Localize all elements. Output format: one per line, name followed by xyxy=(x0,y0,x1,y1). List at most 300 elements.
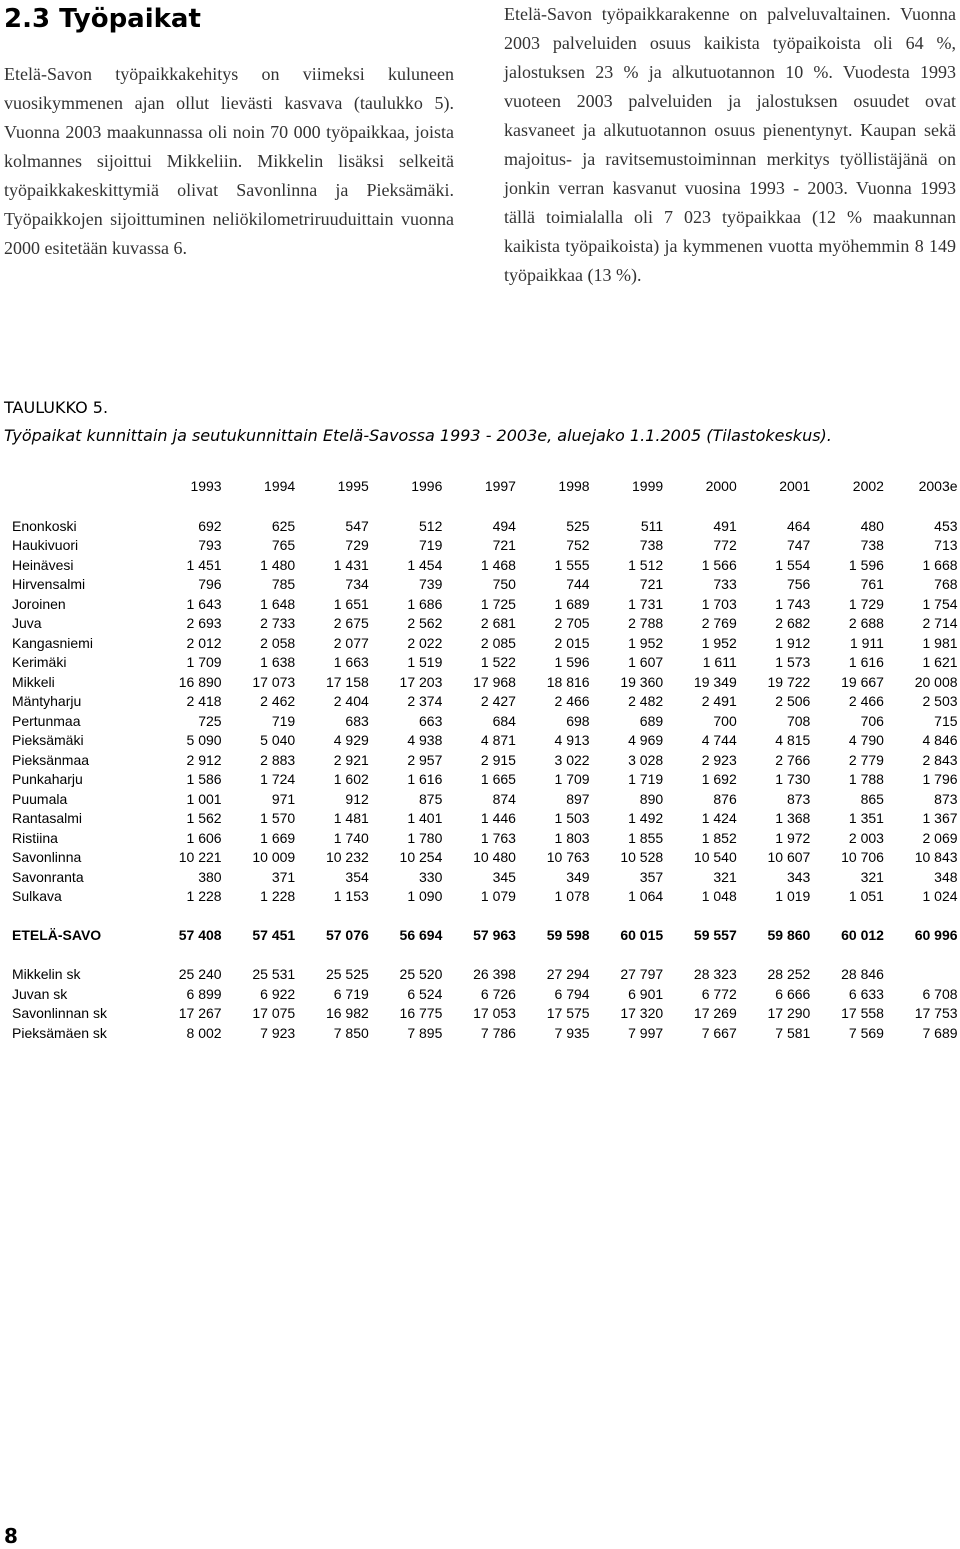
table-caption-label: TAULUKKO 5. xyxy=(4,398,109,417)
table-cell: 26 398 xyxy=(473,966,516,983)
municipality-row xyxy=(12,614,958,634)
table-cell: 7 569 xyxy=(848,1024,884,1041)
table-cell: 4 871 xyxy=(480,732,516,749)
table-cell: 744 xyxy=(566,576,590,593)
subregion-row xyxy=(12,1004,958,1024)
table-cell: 1 562 xyxy=(186,810,222,827)
table-cell: 17 575 xyxy=(546,1005,590,1022)
table-cell: 713 xyxy=(934,537,958,554)
table-header-year: 2002 xyxy=(852,478,884,494)
table-cell: 4 929 xyxy=(333,732,369,749)
table-cell: 20 008 xyxy=(914,673,958,690)
municipality-row xyxy=(12,867,958,887)
left-paragraph: Etelä-Savon työpaikkakehitys on viimeksi kuluneen vuosikymmenen ajan ollut lievästi kasvava (taulukko 5). Vuonna 2003 maakunnassa oli noin 70 000 työpaikkaa, joista kolmannes sijoittui Mikkeliin. Mikkelin lisäksi selkeitä työpaikkakeskittymiä olivat Savonlinna ja Pieksämäki. Työpaikkojen sijoittuminen neliökilometriruuduittain vuonna 2000 esitetään kuvassa 6. xyxy=(4,64,454,258)
municipality-row xyxy=(12,789,958,809)
table-header-year: 1995 xyxy=(337,478,369,494)
table-cell: 6 726 xyxy=(480,985,516,1002)
table-cell: 721 xyxy=(639,576,664,593)
table-cell: 897 xyxy=(566,790,590,807)
table-cell: 1 468 xyxy=(480,556,516,573)
row-spacer xyxy=(12,945,958,965)
table-cell: 6 899 xyxy=(186,985,222,1002)
table-cell: 25 240 xyxy=(178,966,222,983)
table-cell: 17 290 xyxy=(767,1005,811,1022)
table-cell: 1 981 xyxy=(922,634,958,651)
row-label: Mäntyharju xyxy=(12,693,82,710)
municipality-row xyxy=(12,633,958,653)
table-cell: 17 203 xyxy=(399,673,443,690)
table-cell: 772 xyxy=(713,537,737,554)
table-cell: 1 492 xyxy=(628,810,664,827)
table-cell: 2 705 xyxy=(554,615,590,632)
table-cell: 1 616 xyxy=(848,654,884,671)
table-cell: 57 076 xyxy=(325,927,369,944)
table-cell: 4 790 xyxy=(848,732,884,749)
table-cell: 10 009 xyxy=(252,849,296,866)
table-cell: 6 901 xyxy=(628,985,664,1002)
table-cell: 1 852 xyxy=(701,829,737,846)
table-cell: 19 360 xyxy=(620,673,664,690)
table-cell: 512 xyxy=(419,517,443,534)
row-label: Punkaharju xyxy=(12,771,83,788)
table-header-year: 2001 xyxy=(779,478,811,494)
spacer-cell xyxy=(12,906,958,926)
table-cell: 4 846 xyxy=(922,732,958,749)
table-header-year: 1997 xyxy=(484,478,516,494)
table-cell: 60 015 xyxy=(620,927,664,944)
table-cell: 4 815 xyxy=(775,732,811,749)
table-cell: 2 506 xyxy=(775,693,811,710)
table-cell: 1 803 xyxy=(554,829,590,846)
table-cell: 1 648 xyxy=(260,595,296,612)
table-cell: 1 692 xyxy=(701,771,737,788)
table-cell: 357 xyxy=(639,868,664,885)
table-cell: 18 816 xyxy=(546,673,590,690)
table-cell: 1 446 xyxy=(480,810,516,827)
table-cell: 57 963 xyxy=(473,927,516,944)
table-header-year: 1994 xyxy=(264,478,296,494)
table-cell: 7 997 xyxy=(628,1024,664,1041)
table-cell: 708 xyxy=(786,712,811,729)
table-cell: 1 972 xyxy=(775,829,811,846)
table-header-year: 1998 xyxy=(558,478,590,494)
subregion-row xyxy=(12,984,958,1004)
table-cell: 2 012 xyxy=(186,634,222,651)
table-cell: 719 xyxy=(271,712,296,729)
row-label: Mikkeli xyxy=(12,673,55,690)
table-cell: 2 058 xyxy=(260,634,296,651)
table-header-year: 1996 xyxy=(411,478,443,494)
table-cell: 1 019 xyxy=(775,888,811,905)
table-cell: 10 843 xyxy=(914,849,958,866)
table-cell: 1 512 xyxy=(628,556,664,573)
table-cell: 1 367 xyxy=(922,810,958,827)
right-paragraph: Etelä-Savon työpaikkarakenne on palveluvaltainen. Vuonna 2003 palveluiden osuus kaikista työpaikoista oli 64 %, jalostuksen 23 % ja alkutuotannon 10 %. Vuodesta 1993 vuoteen 2003 palveluiden ja jalostuksen osuudet ovat kasvaneet ja alkutuotannon osuus pienentynyt. Kaupan sekä majoitus- ja ravitsemustoiminnan merkitys työllistäjänä on jonkin verran kasvanut vuosina 1993 - 2003. Vuonna 1993 tällä toimialalla oli 7 023 työpaikkaa (12 % maakunnan kaikista työpaikoista) ja kymmenen vuotta myöhemmin 8 149 työpaikkaa (13 %). xyxy=(504,4,956,285)
page-number: 8 xyxy=(4,1524,18,1548)
table-header-year: 2003e xyxy=(918,478,958,494)
table-cell: 1 368 xyxy=(775,810,811,827)
table-cell: 1 024 xyxy=(922,888,958,905)
table-cell: 2 681 xyxy=(480,615,516,632)
table-cell: 1 669 xyxy=(260,829,296,846)
table-cell: 1 519 xyxy=(407,654,443,671)
row-label: Puumala xyxy=(12,790,68,807)
table-cell: 28 323 xyxy=(693,966,737,983)
row-label: Kangasniemi xyxy=(12,634,93,651)
table-cell: 1 078 xyxy=(554,888,590,905)
table-cell: 10 254 xyxy=(399,849,443,866)
subregion-row xyxy=(12,1023,958,1043)
table-cell: 511 xyxy=(640,517,664,534)
table-cell: 1 555 xyxy=(554,556,590,573)
table-cell: 59 860 xyxy=(767,927,811,944)
row-label: Pieksänmaa xyxy=(12,751,90,768)
table-cell: 3 028 xyxy=(628,751,664,768)
row-label: Pertunmaa xyxy=(12,712,81,729)
table-cell: 765 xyxy=(271,537,296,554)
table-cell: 1 566 xyxy=(701,556,737,573)
table-cell: 10 480 xyxy=(473,849,516,866)
table-cell: 7 581 xyxy=(775,1024,811,1041)
table-cell: 1 724 xyxy=(260,771,296,788)
table-cell: 6 633 xyxy=(848,985,884,1002)
table-cell: 2 675 xyxy=(333,615,369,632)
table-cell: 491 xyxy=(713,517,737,534)
table-cell: 1 709 xyxy=(186,654,222,671)
table-cell: 1 431 xyxy=(333,556,369,573)
spacer-cell xyxy=(12,945,958,965)
row-label: Pieksämäki xyxy=(12,732,84,749)
table-cell: 1 651 xyxy=(333,595,369,612)
table-cell: 761 xyxy=(860,576,884,593)
table-cell: 1 351 xyxy=(848,810,884,827)
table-cell: 2 733 xyxy=(260,615,296,632)
table-cell: 7 895 xyxy=(407,1024,443,1041)
table-cell: 321 xyxy=(860,868,884,885)
table-cell: 5 040 xyxy=(260,732,296,749)
table-cell: 1 788 xyxy=(848,771,884,788)
table-cell: 2 912 xyxy=(186,751,222,768)
table-cell: 1 454 xyxy=(407,556,443,573)
table-cell: 6 524 xyxy=(407,985,443,1002)
table-cell: 2 883 xyxy=(260,751,296,768)
table-cell: 768 xyxy=(934,576,958,593)
row-label: Sulkava xyxy=(12,888,62,905)
table-cell: 689 xyxy=(639,712,664,729)
table-cell: 663 xyxy=(419,712,443,729)
table-cell: 343 xyxy=(786,868,811,885)
table-cell: 17 753 xyxy=(914,1005,958,1022)
table-cell: 1 725 xyxy=(480,595,516,612)
table-cell: 1 729 xyxy=(848,595,884,612)
table-cell: 1 689 xyxy=(554,595,590,612)
table-cell: 17 968 xyxy=(473,673,516,690)
table-cell: 2 374 xyxy=(407,693,443,710)
table-cell: 28 846 xyxy=(841,966,884,983)
table-cell: 2 682 xyxy=(775,615,811,632)
table-cell: 4 913 xyxy=(554,732,590,749)
table-cell: 2 085 xyxy=(480,634,516,651)
table-cell: 1 643 xyxy=(186,595,222,612)
table-cell: 7 935 xyxy=(554,1024,590,1041)
table-cell: 1 090 xyxy=(407,888,443,905)
table-cell: 1 911 xyxy=(849,634,884,651)
table-cell: 721 xyxy=(492,537,516,554)
table-cell: 729 xyxy=(345,537,369,554)
table-cell: 1 855 xyxy=(628,829,664,846)
table-cell: 2 788 xyxy=(628,615,664,632)
table-cell: 1 522 xyxy=(480,654,516,671)
table-cell: 1 607 xyxy=(628,654,664,671)
table-cell: 17 073 xyxy=(252,673,296,690)
table-cell: 2 015 xyxy=(554,634,590,651)
table-cell: 27 294 xyxy=(546,966,590,983)
municipality-row xyxy=(12,672,958,692)
table-cell: 1 586 xyxy=(186,771,222,788)
table-cell: 2 779 xyxy=(848,751,884,768)
table-cell: 10 607 xyxy=(767,849,811,866)
table-cell: 348 xyxy=(934,868,958,885)
row-label: Ristiina xyxy=(12,829,58,846)
table-cell: 60 012 xyxy=(841,927,884,944)
table-cell: 2 921 xyxy=(333,751,369,768)
table-cell: 2 003 xyxy=(848,829,884,846)
table-cell: 2 766 xyxy=(775,751,811,768)
table-cell: 700 xyxy=(713,712,737,729)
table-cell: 1 228 xyxy=(186,888,222,905)
row-label: Joroinen xyxy=(12,595,66,612)
table-cell: 1 573 xyxy=(775,654,811,671)
table-cell: 2 418 xyxy=(186,693,222,710)
table-cell: 752 xyxy=(566,537,590,554)
table-cell: 57 408 xyxy=(178,927,222,944)
table-cell: 1 780 xyxy=(407,829,443,846)
spacer-cell xyxy=(12,502,958,516)
table-cell: 25 520 xyxy=(399,966,443,983)
table-cell: 1 754 xyxy=(922,595,958,612)
table-cell: 7 850 xyxy=(333,1024,369,1041)
table-cell: 1 401 xyxy=(407,810,443,827)
row-label: Hirvensalmi xyxy=(12,576,86,593)
row-label: Mikkelin sk xyxy=(12,966,81,983)
municipality-row xyxy=(12,692,958,712)
table-cell: 56 694 xyxy=(399,927,443,944)
table-cell: 494 xyxy=(492,517,516,534)
table-cell: 17 158 xyxy=(325,673,369,690)
municipality-row xyxy=(12,575,958,595)
table-cell: 1 743 xyxy=(775,595,811,612)
table-cell: 17 267 xyxy=(178,1005,222,1022)
table-cell: 1 570 xyxy=(260,810,296,827)
table-cell: 1 503 xyxy=(554,810,590,827)
municipality-row xyxy=(12,555,958,575)
table-cell: 16 775 xyxy=(399,1005,443,1022)
table-cell: 1 952 xyxy=(628,634,664,651)
municipality-row xyxy=(12,848,958,868)
municipality-row xyxy=(12,770,958,790)
municipality-row xyxy=(12,809,958,829)
table-cell: 4 938 xyxy=(407,732,443,749)
row-label: Pieksämäen sk xyxy=(12,1024,107,1041)
table-cell: 1 731 xyxy=(628,595,664,612)
table-cell: 6 794 xyxy=(554,985,590,1002)
table-cell: 1 606 xyxy=(186,829,222,846)
municipality-row xyxy=(12,887,958,907)
table-cell: 10 706 xyxy=(841,849,884,866)
row-label: Savonlinnan sk xyxy=(12,1005,107,1022)
table-cell: 1 665 xyxy=(480,771,516,788)
table-cell: 4 744 xyxy=(701,732,737,749)
table-cell: 706 xyxy=(860,712,884,729)
table-cell: 19 667 xyxy=(841,673,884,690)
table-cell: 747 xyxy=(786,537,811,554)
row-label: Juvan sk xyxy=(12,985,68,1002)
table-cell: 8 002 xyxy=(186,1024,222,1041)
row-label: Savonlinna xyxy=(12,849,82,866)
table-cell: 2 022 xyxy=(407,634,443,651)
table-cell: 1 064 xyxy=(628,888,664,905)
table-cell: 1 638 xyxy=(260,654,296,671)
table-caption-title: Työpaikat kunnittain ja seutukunnittain Etelä-Savossa 1993 - 2003e, aluejako 1.1.2005 (Tilastokeskus). xyxy=(4,426,832,445)
row-label: Enonkoski xyxy=(12,517,77,534)
table-cell: 719 xyxy=(419,537,443,554)
table-cell: 739 xyxy=(419,576,443,593)
table-cell: 17 053 xyxy=(473,1005,516,1022)
table-cell: 25 531 xyxy=(252,966,296,983)
table-cell: 2 714 xyxy=(922,615,958,632)
table-caption xyxy=(4,394,944,450)
table-cell: 1 709 xyxy=(554,771,590,788)
municipality-row xyxy=(12,516,958,536)
table-cell: 625 xyxy=(271,517,296,534)
table-cell: 2 693 xyxy=(186,615,222,632)
table-cell: 793 xyxy=(198,537,222,554)
table-cell: 738 xyxy=(860,537,884,554)
table-cell: 4 969 xyxy=(628,732,664,749)
municipality-row xyxy=(12,828,958,848)
table-cell: 738 xyxy=(639,537,664,554)
table-cell: 345 xyxy=(492,868,516,885)
table-cell: 25 525 xyxy=(325,966,369,983)
table-cell: 19 722 xyxy=(767,673,811,690)
table-cell: 1 912 xyxy=(775,634,811,651)
table-cell: 750 xyxy=(492,576,516,593)
row-label: Rantasalmi xyxy=(12,810,83,827)
table-cell: 1 663 xyxy=(333,654,369,671)
table-cell: 876 xyxy=(713,790,737,807)
row-label: Kerimäki xyxy=(12,654,67,671)
table-cell: 6 666 xyxy=(775,985,811,1002)
table-cell: 16 890 xyxy=(178,673,222,690)
table-cell: 2 957 xyxy=(407,751,443,768)
row-label: Heinävesi xyxy=(12,556,74,573)
table-cell: 725 xyxy=(198,712,222,729)
table-cell: 865 xyxy=(860,790,884,807)
table-cell: 1 621 xyxy=(922,654,958,671)
table-cell: 2 466 xyxy=(554,693,590,710)
table-cell: 17 269 xyxy=(693,1005,737,1022)
table-cell: 6 719 xyxy=(333,985,369,1002)
table-cell: 464 xyxy=(786,517,811,534)
table-cell: 971 xyxy=(271,790,296,807)
table-cell: 5 090 xyxy=(186,732,222,749)
table-cell: 59 598 xyxy=(546,927,590,944)
table-cell: 10 540 xyxy=(693,849,737,866)
table-cell: 1 719 xyxy=(628,771,664,788)
table-cell: 1 153 xyxy=(333,888,369,905)
table-header-year: 2000 xyxy=(705,478,737,494)
jobs-table xyxy=(12,478,958,1043)
table-cell: 10 528 xyxy=(620,849,664,866)
table-cell: 16 982 xyxy=(325,1005,369,1022)
table-cell: 1 730 xyxy=(775,771,811,788)
table-cell: 874 xyxy=(492,790,516,807)
table-cell: 6 708 xyxy=(922,985,958,1002)
table-cell: 17 320 xyxy=(620,1005,664,1022)
row-label: Savonranta xyxy=(12,868,84,885)
table-cell: 2 466 xyxy=(848,693,884,710)
table-body xyxy=(12,502,958,1043)
table-cell: 1 686 xyxy=(407,595,443,612)
table-cell: 371 xyxy=(271,868,296,885)
table-cell: 354 xyxy=(345,868,369,885)
municipality-row xyxy=(12,731,958,751)
subregion-row xyxy=(12,965,958,985)
table-cell: 733 xyxy=(713,576,737,593)
table-cell: 2 562 xyxy=(407,615,443,632)
table-cell: 17 558 xyxy=(841,1005,884,1022)
table-cell: 1 763 xyxy=(480,829,516,846)
table-header-blank xyxy=(12,478,148,502)
table-cell: 2 482 xyxy=(628,693,664,710)
table-cell: 2 462 xyxy=(260,693,296,710)
table-cell: 10 232 xyxy=(325,849,369,866)
table-cell: 1 596 xyxy=(848,556,884,573)
table-cell: 59 557 xyxy=(693,927,737,944)
table-cell: 785 xyxy=(271,576,296,593)
table-cell: 1 668 xyxy=(922,556,958,573)
table-cell: 57 451 xyxy=(252,927,296,944)
table-cell: 2 923 xyxy=(701,751,737,768)
table-cell: 1 051 xyxy=(848,888,884,905)
table-cell: 2 843 xyxy=(922,751,958,768)
table-cell: 7 786 xyxy=(480,1024,516,1041)
municipality-row xyxy=(12,536,958,556)
table-cell: 349 xyxy=(566,868,590,885)
table-cell: 756 xyxy=(786,576,811,593)
table-cell: 875 xyxy=(419,790,443,807)
table-cell: 1 048 xyxy=(701,888,737,905)
table-header-row xyxy=(12,478,958,502)
table-cell: 330 xyxy=(419,868,443,885)
table-cell: 3 022 xyxy=(554,751,590,768)
municipality-row xyxy=(12,594,958,614)
table-cell: 19 349 xyxy=(693,673,737,690)
table-cell: 321 xyxy=(713,868,737,885)
table-cell: 2 491 xyxy=(701,693,737,710)
table-cell: 2 688 xyxy=(848,615,884,632)
table-cell: 912 xyxy=(345,790,369,807)
table-cell: 1 952 xyxy=(701,634,737,651)
table-cell: 1 001 xyxy=(186,790,222,807)
table-cell: 1 480 xyxy=(260,556,296,573)
row-label: Haukivuori xyxy=(12,537,79,554)
row-label: Juva xyxy=(12,615,42,632)
table-cell: 873 xyxy=(786,790,811,807)
table-cell: 7 689 xyxy=(922,1024,958,1041)
municipality-row xyxy=(12,653,958,673)
table-cell: 17 075 xyxy=(252,1005,296,1022)
